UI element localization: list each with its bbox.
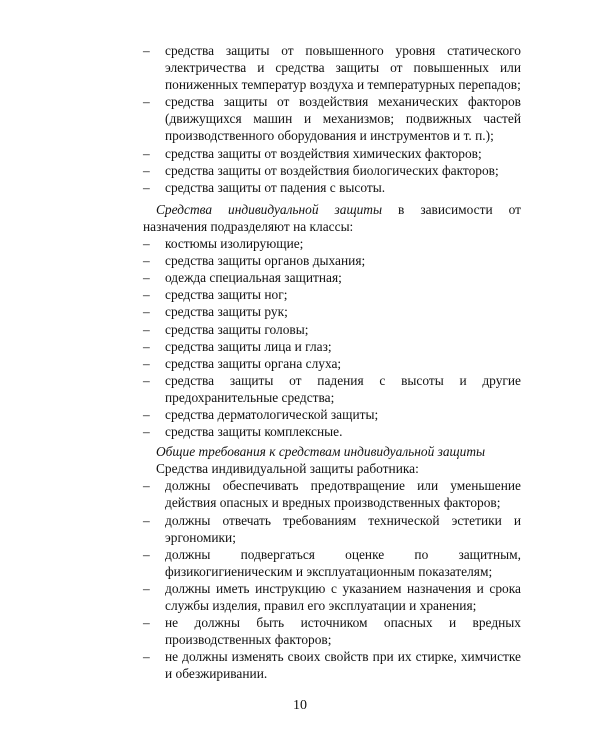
list-item: – средства защиты от воздействия механических факторов (движущихся машин и механизмов; подвижных частей производственного оборудования и инструментов и т. п.);: [143, 93, 521, 144]
page-number: 10: [293, 698, 307, 713]
list-item: – средства защиты органа слуха;: [143, 355, 521, 372]
list-item: – должны обеспечивать предотвращение или уменьшение действия опасных и вредных производственных факторов;: [143, 477, 521, 511]
list-item: – средства защиты ног;: [143, 286, 521, 303]
page-content: [143, 42, 521, 682]
list-item: – костюмы изолирующие;: [143, 235, 521, 252]
list-item: – средства защиты комплексные.: [143, 423, 521, 440]
list-item: – средства защиты рук;: [143, 303, 521, 320]
list-item: – средства защиты от повышенного уровня статического электричества и средства защиты от повышенных или пониженных температур воздуха и температурных перепадов;: [143, 42, 521, 93]
list-item: – средства дерматологической защиты;: [143, 406, 521, 423]
ppe-classes-list: [143, 235, 521, 440]
list-item: – одежда специальная защитная;: [143, 269, 521, 286]
list-item: – должны отвечать требованиям технической эстетики и эргономики;: [143, 512, 521, 546]
list-item: – средства защиты органов дыхания;: [143, 252, 521, 269]
list-item: – средства защиты лица и глаз;: [143, 338, 521, 355]
protection-means-list: [143, 42, 521, 196]
list-item: – средства защиты от падения с высоты.: [143, 179, 521, 196]
italic-term: Средства индивидуальной защиты: [156, 201, 383, 217]
section-heading: Общие требования к средствам индивидуальной защиты: [156, 444, 486, 460]
intro-line: Средства индивидуальной защиты работника:: [156, 461, 419, 477]
list-item: – не должны изменять своих свойств при их стирке, химчистке и обезжиривании.: [143, 648, 521, 682]
list-item: – средства защиты от воздействия биологических факторов;: [143, 162, 521, 179]
paragraph-text: в зависимости от назначения подразделяют на классы:: [143, 201, 521, 234]
requirements-list: [143, 477, 521, 682]
list-item: – средства защиты от воздействия химических факторов;: [143, 145, 521, 162]
list-item: – не должны быть источником опасных и вредных производственных факторов;: [143, 614, 521, 648]
list-item: – должны иметь инструкцию с указанием назначения и срока службы изделия, правил его эксплуатации и хранения;: [143, 580, 521, 614]
classes-paragraph: [143, 201, 521, 235]
list-item: – средства защиты головы;: [143, 321, 521, 338]
list-item: – средства защиты от падения с высоты и другие предохранительные средства;: [143, 372, 521, 406]
list-item: – должны подвергаться оценке по защитным, физикогигиеническим и эксплуатационным показателям;: [143, 546, 521, 580]
